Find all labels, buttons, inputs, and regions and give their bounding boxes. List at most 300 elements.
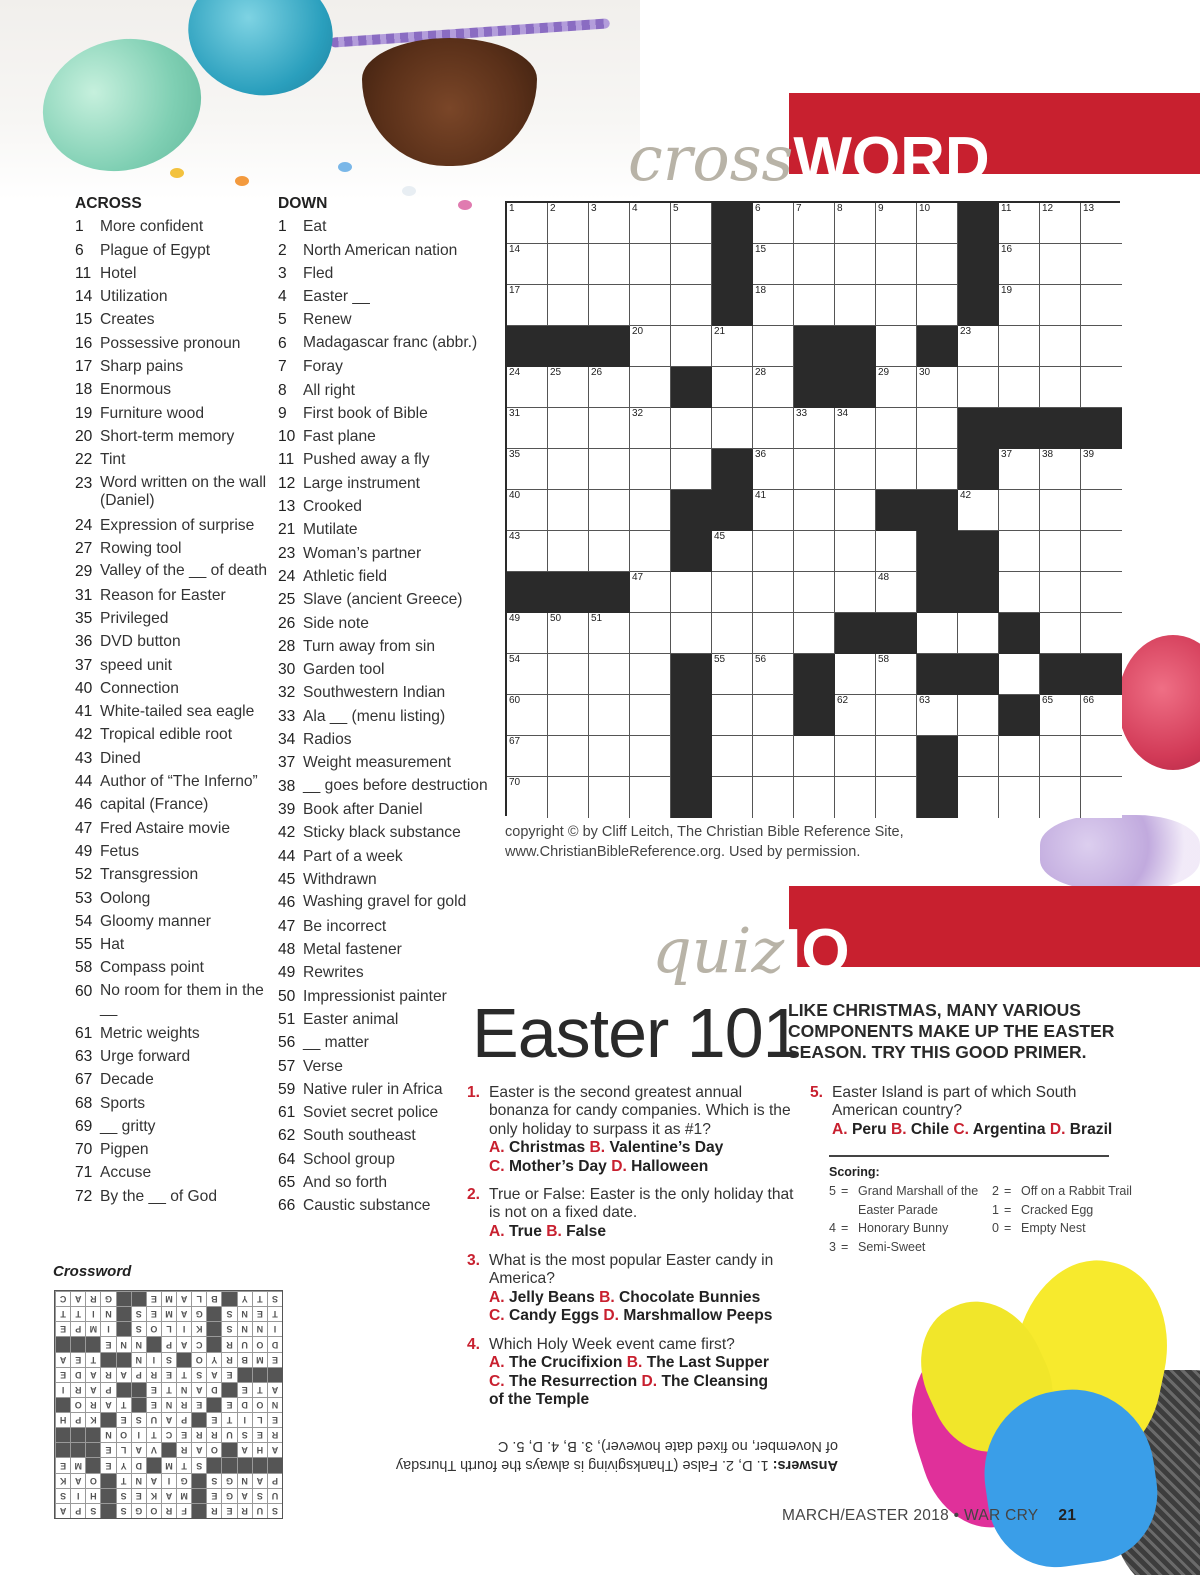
solution-black-square xyxy=(206,1336,221,1351)
clue-number: 1 xyxy=(278,218,287,236)
score-label: Honorary Bunny xyxy=(858,1221,949,1236)
answer-cell[interactable] xyxy=(507,736,548,777)
cell-number: 14 xyxy=(509,244,521,255)
solution-letter: R xyxy=(70,1382,85,1397)
answer-cell[interactable] xyxy=(548,531,589,572)
across-clue xyxy=(75,560,275,584)
answer-cell[interactable] xyxy=(1081,326,1122,367)
answer-cell[interactable] xyxy=(999,572,1040,613)
answer-cell[interactable] xyxy=(1040,777,1081,818)
clue-text: Fred Astaire movie xyxy=(100,819,230,837)
answer-cell[interactable] xyxy=(712,531,753,572)
solution-black-square xyxy=(116,1382,131,1397)
answer-cell[interactable] xyxy=(999,531,1040,572)
answer-cell[interactable] xyxy=(958,736,999,777)
black-square xyxy=(507,326,548,367)
answer-cell[interactable] xyxy=(1081,531,1122,572)
clue-text: Slave (ancient Greece) xyxy=(303,591,463,609)
answer-cell[interactable] xyxy=(917,203,958,244)
solution-letter: I xyxy=(100,1321,115,1336)
solution-letter: T xyxy=(252,1382,267,1397)
answer-cell[interactable] xyxy=(753,695,794,736)
answer-cell[interactable] xyxy=(1081,285,1122,326)
answer-cell[interactable] xyxy=(876,326,917,367)
solution-letter: S xyxy=(267,1503,282,1518)
option-letter: D. xyxy=(641,1372,658,1390)
answer-cell[interactable] xyxy=(589,367,630,408)
clue-number: 66 xyxy=(278,1197,296,1215)
answer-cell[interactable] xyxy=(548,367,589,408)
answer-cell[interactable] xyxy=(1040,613,1081,654)
answer-cell[interactable] xyxy=(999,326,1040,367)
easter-eggs-photo xyxy=(0,0,640,200)
answer-cell[interactable] xyxy=(999,736,1040,777)
solution-letter: A xyxy=(161,1412,176,1427)
option-letter: A. xyxy=(489,1288,505,1306)
solution-black-square xyxy=(267,1367,282,1382)
solution-letter: R xyxy=(206,1427,221,1442)
answer-cell[interactable] xyxy=(507,531,548,572)
answer-cell[interactable] xyxy=(958,613,999,654)
clue-number: 72 xyxy=(75,1187,93,1205)
solution-letter: R xyxy=(267,1427,282,1442)
solution-letter: E xyxy=(55,1457,70,1472)
solution-black-square xyxy=(100,1412,115,1427)
answer-cell[interactable] xyxy=(1040,531,1081,572)
clue-number: 25 xyxy=(278,591,296,609)
answer-cell[interactable] xyxy=(835,408,876,449)
answer-cell[interactable] xyxy=(835,736,876,777)
answer-cell[interactable] xyxy=(753,572,794,613)
answer-cell[interactable] xyxy=(999,285,1040,326)
answer-cell[interactable] xyxy=(630,736,671,777)
answer-cell[interactable] xyxy=(1040,736,1081,777)
answer-cell[interactable] xyxy=(507,449,548,490)
down-clue xyxy=(278,728,493,751)
answer-options xyxy=(489,1307,794,1325)
answer-cell[interactable] xyxy=(548,449,589,490)
answer-cell[interactable] xyxy=(548,408,589,449)
solution-letter: S xyxy=(221,1306,236,1321)
answer-cell[interactable] xyxy=(1081,572,1122,613)
answer-cell[interactable] xyxy=(835,203,876,244)
answer-cell[interactable] xyxy=(630,367,671,408)
answer-cell[interactable] xyxy=(1081,736,1122,777)
answer-cell[interactable] xyxy=(589,408,630,449)
answer-cell[interactable] xyxy=(589,490,630,531)
answer-cell[interactable] xyxy=(999,367,1040,408)
answer-cell[interactable] xyxy=(712,613,753,654)
answer-cell[interactable] xyxy=(794,449,835,490)
black-square xyxy=(958,408,999,449)
cell-number: 9 xyxy=(878,203,884,214)
answer-cell[interactable] xyxy=(835,490,876,531)
clue-text: Radios xyxy=(303,731,352,749)
answer-cell[interactable] xyxy=(507,613,548,654)
answer-cell[interactable] xyxy=(507,244,548,285)
solution-letter: A xyxy=(267,1442,282,1457)
answer-cell[interactable] xyxy=(630,285,671,326)
answer-cell[interactable] xyxy=(917,408,958,449)
down-clue xyxy=(278,285,493,308)
answer-cell[interactable] xyxy=(630,654,671,695)
clue-text: Withdrawn xyxy=(303,871,377,889)
black-square xyxy=(671,695,712,736)
down-clue xyxy=(278,588,493,611)
down-clue xyxy=(278,1101,493,1124)
down-clue xyxy=(278,262,493,285)
answer-cell[interactable] xyxy=(548,777,589,818)
cell-number: 29 xyxy=(878,367,890,378)
answer-cell[interactable] xyxy=(1081,203,1122,244)
answer-cell[interactable] xyxy=(548,695,589,736)
answer-cell[interactable] xyxy=(671,613,712,654)
answer-cell[interactable] xyxy=(507,285,548,326)
answer-cell[interactable] xyxy=(794,285,835,326)
answer-cell[interactable] xyxy=(630,449,671,490)
clue-number: 36 xyxy=(75,633,93,651)
answer-cell[interactable] xyxy=(630,572,671,613)
answer-cell[interactable] xyxy=(753,613,794,654)
answer-cell[interactable] xyxy=(712,367,753,408)
across-clue xyxy=(75,770,275,793)
answer-cell[interactable] xyxy=(507,490,548,531)
answer-cell[interactable] xyxy=(507,367,548,408)
answer-cell[interactable] xyxy=(794,408,835,449)
answer-cell[interactable] xyxy=(630,490,671,531)
answer-cell[interactable] xyxy=(671,572,712,613)
answer-cell[interactable] xyxy=(1081,490,1122,531)
answer-cell[interactable] xyxy=(835,777,876,818)
answer-cell[interactable] xyxy=(589,736,630,777)
answer-cell[interactable] xyxy=(671,244,712,285)
answer-cell[interactable] xyxy=(958,326,999,367)
clue-number: 24 xyxy=(278,567,296,585)
answer-cell[interactable] xyxy=(794,244,835,285)
solution-letter: M xyxy=(85,1321,100,1336)
down-clue xyxy=(278,868,493,891)
answer-cell[interactable] xyxy=(835,244,876,285)
answer-cell[interactable] xyxy=(835,531,876,572)
solution-letter: L xyxy=(252,1412,267,1427)
answer-cell[interactable] xyxy=(753,408,794,449)
option-letter: B. xyxy=(599,1288,615,1306)
solution-black-square xyxy=(191,1412,206,1427)
clue-number: 46 xyxy=(278,894,296,912)
answer-cell[interactable] xyxy=(1040,326,1081,367)
black-square xyxy=(548,326,589,367)
answer-cell[interactable] xyxy=(671,449,712,490)
clue-number: 30 xyxy=(278,661,296,679)
answer-cell[interactable] xyxy=(630,244,671,285)
clue-text: Woman’s partner xyxy=(303,544,422,562)
clue-number: 24 xyxy=(75,516,93,534)
answer-cell[interactable] xyxy=(753,285,794,326)
answer-cell[interactable] xyxy=(999,203,1040,244)
clue-text: Sticky black substance xyxy=(303,824,461,842)
answer-cell[interactable] xyxy=(917,449,958,490)
answer-cell[interactable] xyxy=(589,613,630,654)
answer-cell[interactable] xyxy=(1081,367,1122,408)
solution-letter: R xyxy=(206,1503,221,1518)
answer-cell[interactable] xyxy=(999,654,1040,695)
clue-number: 18 xyxy=(75,381,93,399)
answer-cell[interactable] xyxy=(548,490,589,531)
green-egg-image xyxy=(28,22,216,189)
answer-cell[interactable] xyxy=(630,695,671,736)
cell-number: 65 xyxy=(1042,695,1054,706)
answer-cell[interactable] xyxy=(753,531,794,572)
answer-cell[interactable] xyxy=(794,572,835,613)
answer-cell[interactable] xyxy=(671,408,712,449)
score-equals: = xyxy=(841,1240,849,1255)
clue-text: First book of Bible xyxy=(303,404,428,422)
answer-cell[interactable] xyxy=(876,449,917,490)
answer-cell[interactable] xyxy=(958,490,999,531)
cell-number: 18 xyxy=(755,285,767,296)
option-letter: C. xyxy=(489,1307,505,1325)
answer-cell[interactable] xyxy=(548,613,589,654)
clue-text: Creates xyxy=(100,311,155,329)
answer-cell[interactable] xyxy=(671,203,712,244)
answer-cell[interactable] xyxy=(753,203,794,244)
down-clue xyxy=(278,612,493,635)
answer-cell[interactable] xyxy=(1040,285,1081,326)
answer-cell[interactable] xyxy=(1081,695,1122,736)
answer-cell[interactable] xyxy=(589,449,630,490)
answer-cell[interactable] xyxy=(876,367,917,408)
answer-cell[interactable] xyxy=(712,777,753,818)
answer-cell[interactable] xyxy=(999,244,1040,285)
answer-cell[interactable] xyxy=(876,654,917,695)
answer-cell[interactable] xyxy=(876,531,917,572)
cell-number: 13 xyxy=(1083,203,1095,214)
answer-cell[interactable] xyxy=(1040,203,1081,244)
solution-letter: C xyxy=(55,1291,70,1306)
answer-cell[interactable] xyxy=(712,408,753,449)
answer-cell[interactable] xyxy=(630,408,671,449)
across-clue xyxy=(75,215,275,238)
answer-cell[interactable] xyxy=(1081,244,1122,285)
solution-letter: O xyxy=(191,1352,206,1367)
solution-letter: S xyxy=(116,1488,131,1503)
answer-cell[interactable] xyxy=(958,695,999,736)
answer-cell[interactable] xyxy=(1040,695,1081,736)
black-square xyxy=(917,777,958,818)
answer-cell[interactable] xyxy=(794,490,835,531)
answer-cell[interactable] xyxy=(794,736,835,777)
cell-number: 34 xyxy=(837,408,849,419)
answer-cell[interactable] xyxy=(876,572,917,613)
answer-cell[interactable] xyxy=(507,695,548,736)
answer-cell[interactable] xyxy=(507,654,548,695)
solution-letter: G xyxy=(221,1488,236,1503)
solution-black-square xyxy=(116,1321,131,1336)
answer-cell[interactable] xyxy=(753,449,794,490)
answer-cell[interactable] xyxy=(589,777,630,818)
solution-letter: U xyxy=(252,1503,267,1518)
answer-cell[interactable] xyxy=(507,408,548,449)
answer-cell[interactable] xyxy=(876,244,917,285)
answer-cell[interactable] xyxy=(712,736,753,777)
answer-cell[interactable] xyxy=(753,490,794,531)
clue-text: North American nation xyxy=(303,241,458,259)
clue-text: Large instrument xyxy=(303,474,421,492)
across-clue xyxy=(75,1022,275,1045)
answer-cell[interactable] xyxy=(1040,244,1081,285)
answer-cell[interactable] xyxy=(753,777,794,818)
answer-cell[interactable] xyxy=(794,777,835,818)
solution-letter: T xyxy=(176,1457,191,1472)
solution-black-square xyxy=(70,1336,85,1351)
answer-cell[interactable] xyxy=(1040,367,1081,408)
solution-letter: N xyxy=(267,1397,282,1412)
answer-cell[interactable] xyxy=(876,695,917,736)
answer-cell[interactable] xyxy=(630,531,671,572)
answer-cell[interactable] xyxy=(876,285,917,326)
answer-cell[interactable] xyxy=(630,203,671,244)
clue-number: 44 xyxy=(278,847,296,865)
cell-number: 48 xyxy=(878,572,890,583)
answer-cell[interactable] xyxy=(630,326,671,367)
black-square xyxy=(712,285,753,326)
solution-letter: E xyxy=(146,1382,161,1397)
answer-cell[interactable] xyxy=(917,244,958,285)
solution-letter: P xyxy=(100,1382,115,1397)
answer-cell[interactable] xyxy=(589,244,630,285)
answer-cell[interactable] xyxy=(794,203,835,244)
solution-letter: S xyxy=(267,1291,282,1306)
solution-black-square xyxy=(55,1397,70,1412)
quiz-subtitle: LIKE CHRISTMAS, MANY VARIOUS COMPONENTS MAKE UP THE EASTER SEASON. TRY THIS GOOD PRIMER. xyxy=(788,1000,1115,1062)
answer-cell[interactable] xyxy=(958,367,999,408)
answer-cell[interactable] xyxy=(999,449,1040,490)
answer-cell[interactable] xyxy=(835,572,876,613)
answer-cell[interactable] xyxy=(958,777,999,818)
across-clue xyxy=(75,425,275,448)
answer-cell[interactable] xyxy=(876,203,917,244)
solution-letter: K xyxy=(55,1473,70,1488)
answer-cell[interactable] xyxy=(589,203,630,244)
answer-cell[interactable] xyxy=(1081,449,1122,490)
solution-letter: I xyxy=(131,1427,146,1442)
solution-letter: D xyxy=(131,1457,146,1472)
answer-cell[interactable] xyxy=(671,326,712,367)
answer-cell[interactable] xyxy=(1081,777,1122,818)
answer-cell[interactable] xyxy=(1081,613,1122,654)
answer-cell[interactable] xyxy=(917,613,958,654)
black-square xyxy=(1040,654,1081,695)
answer-cell[interactable] xyxy=(630,613,671,654)
clue-number: 29 xyxy=(75,563,93,581)
solution-letter: T xyxy=(161,1382,176,1397)
answer-cell[interactable] xyxy=(548,736,589,777)
answer-cell[interactable] xyxy=(548,285,589,326)
answer-cell[interactable] xyxy=(835,654,876,695)
clue-number: 7 xyxy=(278,358,287,376)
answer-cell[interactable] xyxy=(507,203,548,244)
answer-cell[interactable] xyxy=(753,244,794,285)
answer-cell[interactable] xyxy=(794,531,835,572)
solution-letter: N xyxy=(100,1306,115,1321)
answer-cell[interactable] xyxy=(548,244,589,285)
answer-cell[interactable] xyxy=(1040,572,1081,613)
solution-letter: L xyxy=(161,1321,176,1336)
answer-cell[interactable] xyxy=(876,408,917,449)
solution-black-square xyxy=(85,1427,100,1442)
answer-cell[interactable] xyxy=(794,613,835,654)
answer-cell[interactable] xyxy=(917,695,958,736)
clue-number: 21 xyxy=(278,521,296,539)
black-square xyxy=(958,244,999,285)
answer-cell[interactable] xyxy=(753,326,794,367)
cell-number: 2 xyxy=(550,203,556,214)
clue-text: Transgression xyxy=(100,866,199,884)
question-2 xyxy=(467,1186,794,1241)
option-letter: D. xyxy=(603,1307,619,1325)
answer-cell[interactable] xyxy=(712,572,753,613)
down-clue xyxy=(278,961,493,984)
solution-letter: P xyxy=(70,1412,85,1427)
answer-cell[interactable] xyxy=(917,285,958,326)
answer-cell[interactable] xyxy=(999,777,1040,818)
answer-cell[interactable] xyxy=(589,531,630,572)
solution-letter: O xyxy=(85,1473,100,1488)
solution-letter: E xyxy=(206,1412,221,1427)
clue-text: Tint xyxy=(100,451,126,469)
clue-number: 16 xyxy=(75,334,93,352)
answer-cell[interactable] xyxy=(630,777,671,818)
answer-cell[interactable] xyxy=(753,654,794,695)
solution-letter: E xyxy=(221,1397,236,1412)
answer-cell[interactable] xyxy=(876,777,917,818)
answer-cell[interactable] xyxy=(1040,490,1081,531)
answer-cell[interactable] xyxy=(917,367,958,408)
clue-text: Author of “The Inferno” xyxy=(100,773,258,791)
answer-cell[interactable] xyxy=(548,203,589,244)
answer-cell[interactable] xyxy=(835,449,876,490)
answer-cell[interactable] xyxy=(1040,449,1081,490)
answer-cell[interactable] xyxy=(589,285,630,326)
option-text: True xyxy=(508,1222,542,1240)
solution-letter: E xyxy=(267,1412,282,1427)
answer-cell[interactable] xyxy=(753,736,794,777)
clue-text: Renew xyxy=(303,311,352,329)
answer-cell[interactable] xyxy=(712,695,753,736)
answer-cell[interactable] xyxy=(589,695,630,736)
answer-cell[interactable] xyxy=(548,654,589,695)
black-square xyxy=(958,449,999,490)
answer-cell[interactable] xyxy=(712,654,753,695)
answer-cell[interactable] xyxy=(507,777,548,818)
answer-cell[interactable] xyxy=(712,326,753,367)
answer-cell[interactable] xyxy=(999,490,1040,531)
answer-cell[interactable] xyxy=(835,695,876,736)
answer-cell[interactable] xyxy=(835,285,876,326)
copyright-note: copyright © by Cliff Leitch, The Christian Bible Reference Site, www.ChristianBibleReference.org. Used by permission. xyxy=(505,824,904,860)
across-clue xyxy=(75,1185,275,1208)
cell-number: 10 xyxy=(919,203,931,214)
answer-cell[interactable] xyxy=(753,367,794,408)
answer-cell[interactable] xyxy=(671,285,712,326)
solution-letter: R xyxy=(85,1291,100,1306)
clue-text: Urge forward xyxy=(100,1048,191,1065)
answer-cell[interactable] xyxy=(876,736,917,777)
answer-cell[interactable] xyxy=(589,654,630,695)
question-text: Easter Island is part of which South American country? xyxy=(832,1084,1077,1120)
solution-black-square xyxy=(252,1457,267,1472)
solution-letter: H xyxy=(85,1488,100,1503)
